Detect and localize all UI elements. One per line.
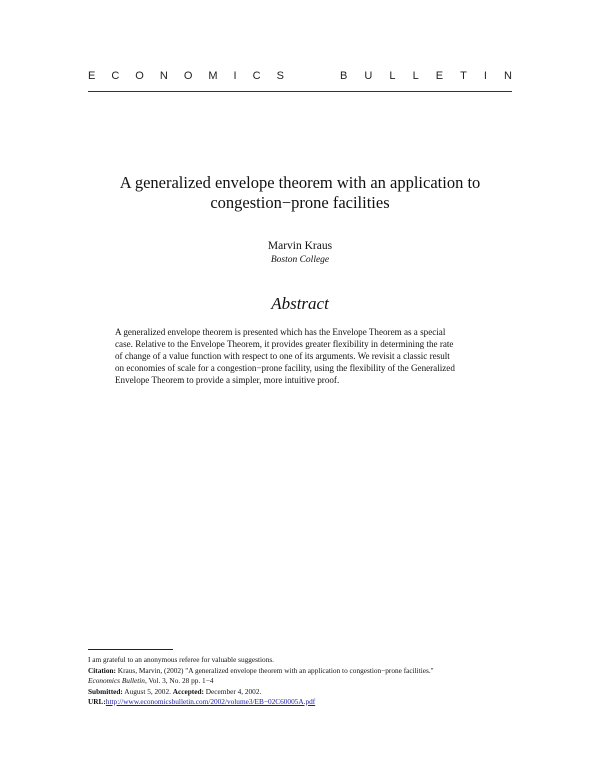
author-affiliation: Boston College <box>270 255 330 265</box>
header-letter: U <box>364 70 373 82</box>
header-letter: C <box>252 70 261 82</box>
submitted-date: August 5, 2002. <box>122 686 173 696</box>
header-letter: L <box>412 70 419 82</box>
header-letter: E <box>88 70 96 82</box>
header-letter: I <box>233 70 237 82</box>
header-rule <box>88 91 512 92</box>
header-letter: T <box>460 70 467 82</box>
abstract-line: Envelope Theorem to provide a simpler, more intuitive proof. <box>115 375 340 385</box>
footnote-journal <box>88 676 528 687</box>
abstract-line: on economies of scale for a congestion−prone facility, using the flexibility of the Generalized <box>115 363 455 373</box>
journal-details: , Vol. 3, No. 28 pp. 1−4 <box>144 676 214 685</box>
paper-title <box>60 173 540 213</box>
footnote-citation <box>88 666 528 677</box>
header-letter: S <box>276 70 284 82</box>
author-name: Marvin Kraus <box>267 240 333 252</box>
journal-name: Economics Bulletin <box>88 676 145 685</box>
header-letter: N <box>159 70 168 82</box>
header-letter: E <box>435 70 444 82</box>
footnote-url <box>88 697 528 708</box>
journal-header <box>88 70 512 82</box>
header-letter: I <box>483 70 487 82</box>
footnotes <box>88 655 528 708</box>
url-label: URL: <box>88 697 106 706</box>
header-letter: O <box>183 70 193 82</box>
accepted-label: Accepted: <box>172 686 204 696</box>
abstract-line: case. Relative to the Envelope Theorem, it provides greater flexibility in determining the rate <box>115 339 454 349</box>
footnote-acknowledgement: I am grateful to an anonymous referee for valuable suggestions. <box>88 655 275 664</box>
abstract-heading: Abstract <box>271 294 329 313</box>
submitted-label: Submitted: <box>88 686 123 696</box>
accepted-date: December 4, 2002. <box>203 686 262 696</box>
journal-header-word-economics <box>88 70 284 82</box>
footnote-rule <box>88 649 173 650</box>
citation-label: Citation: <box>88 665 116 675</box>
header-letter: B <box>340 70 348 82</box>
journal-header-word-bulletin <box>340 70 512 82</box>
header-letter: L <box>389 70 396 82</box>
title-line-2: congestion−prone facilities <box>210 193 390 212</box>
footnote-dates <box>88 687 528 698</box>
header-letter: N <box>504 70 512 82</box>
header-letter: O <box>135 70 144 82</box>
abstract-line: A generalized envelope theorem is presented which has the Envelope Theorem as a special <box>115 327 446 337</box>
abstract-body <box>115 326 487 386</box>
abstract-line: of change of a value function with respect to one of its arguments. We revisit a classic result <box>115 351 450 361</box>
citation-text: Kraus, Marvin, (2002) "A generalized envelope theorem with an application to congestion−prone facilities." <box>115 665 434 675</box>
title-line-1: A generalized envelope theorem with an application to <box>119 173 481 192</box>
header-letter: M <box>208 70 218 82</box>
paper-url-link[interactable]: http://www.economicsbulletin.com/2002/volume3/EB−02C60005A.pdf <box>105 697 316 706</box>
header-letter: C <box>111 70 120 82</box>
